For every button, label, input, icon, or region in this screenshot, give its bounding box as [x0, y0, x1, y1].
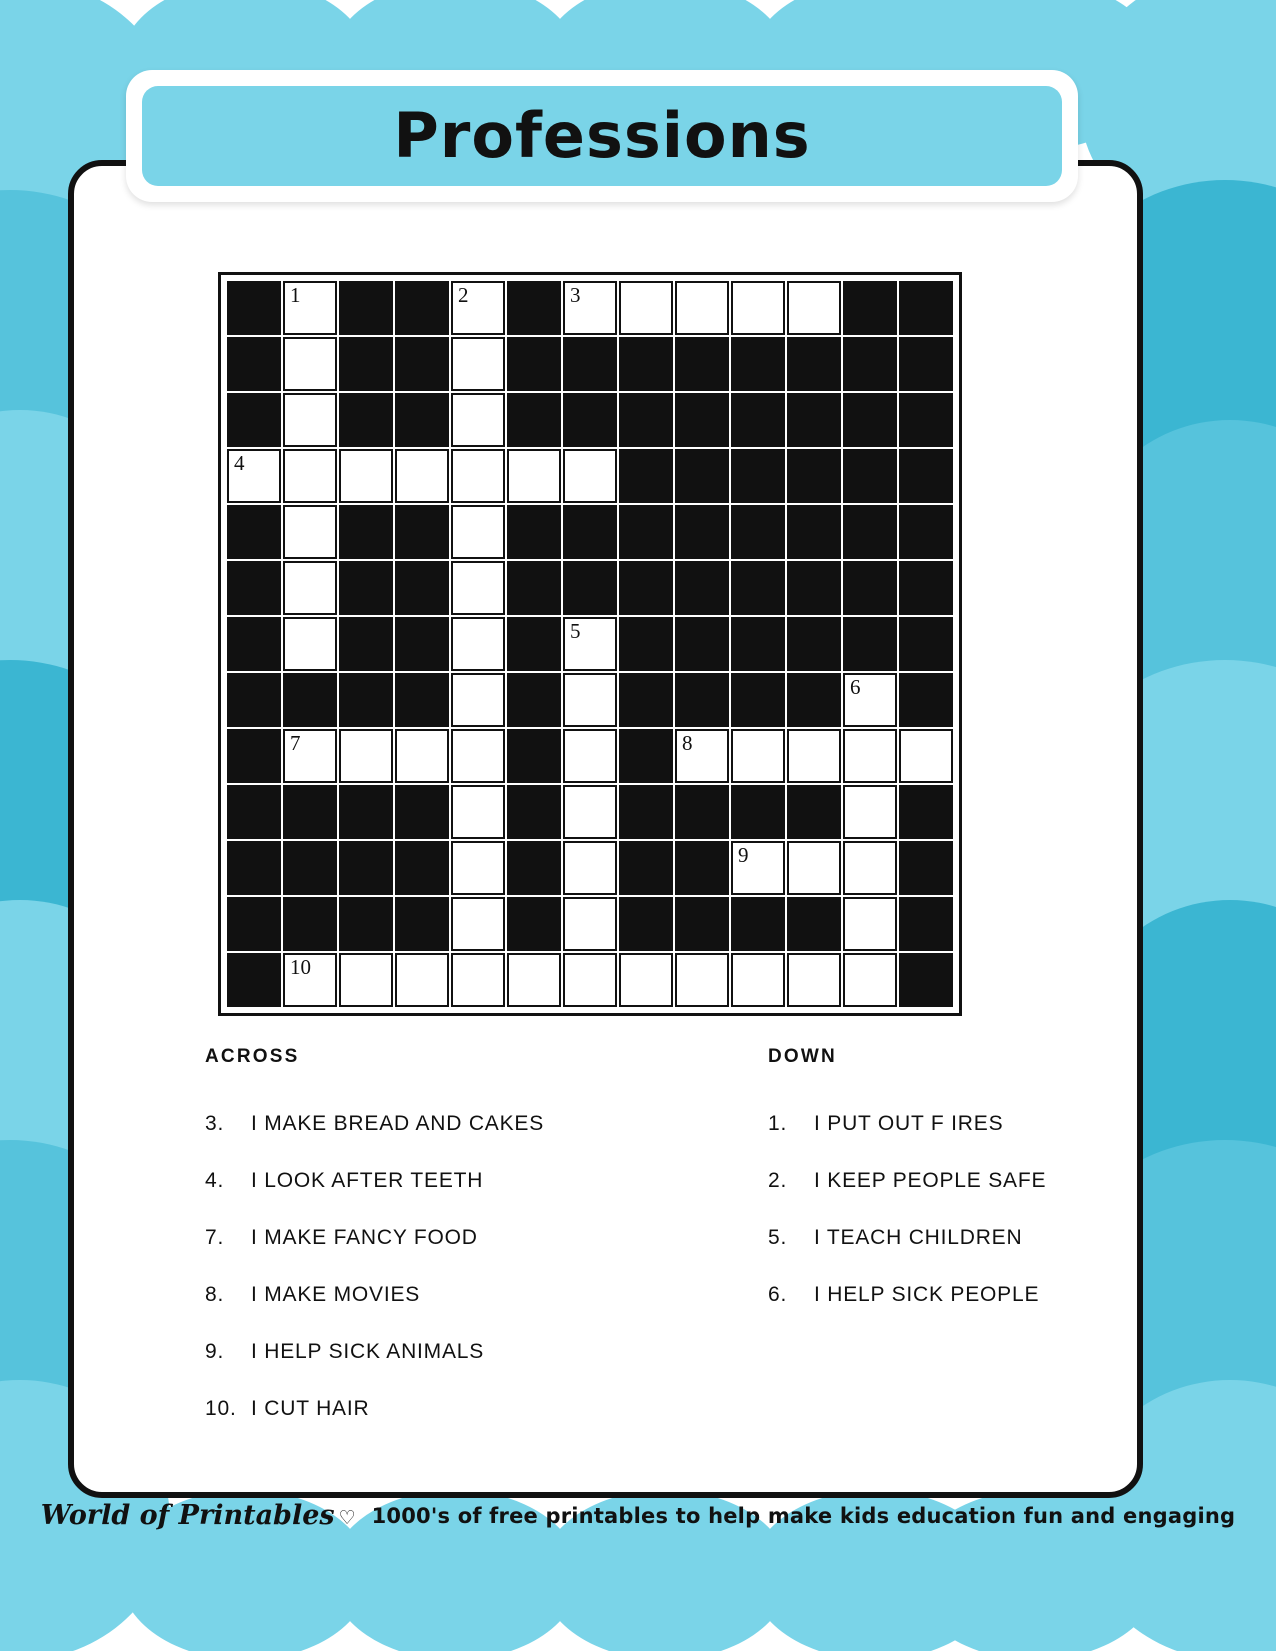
grid-cell-open[interactable] — [843, 897, 897, 951]
title-banner-inner — [142, 86, 1062, 186]
grid-cell-blocked — [731, 505, 785, 559]
grid-cell-open[interactable] — [843, 841, 897, 895]
clues-down-column — [768, 1046, 1068, 1340]
grid-cell-blocked — [507, 673, 561, 727]
grid-cell-blocked — [507, 561, 561, 615]
grid-cell-blocked — [227, 729, 281, 783]
grid-cell-blocked — [563, 505, 617, 559]
grid-cell-open[interactable] — [675, 281, 729, 335]
grid-cell-blocked — [507, 841, 561, 895]
grid-cell-blocked — [339, 281, 393, 335]
grid-cell-blocked — [395, 617, 449, 671]
grid-cell-open[interactable] — [283, 617, 337, 671]
clue-across-number: 7. — [205, 1226, 225, 1249]
grid-cell-blocked — [731, 673, 785, 727]
grid-cell-open[interactable] — [451, 393, 505, 447]
clue-down-item[interactable] — [768, 1169, 1068, 1193]
grid-cell-open[interactable] — [339, 449, 393, 503]
grid-cell-open[interactable] — [395, 729, 449, 783]
grid-cell-blocked — [227, 281, 281, 335]
footer-tagline: 1000's of free printables to help make kids education fun and engaging — [371, 1503, 1236, 1528]
grid-cell-blocked — [843, 337, 897, 391]
grid-cell-open[interactable] — [507, 953, 561, 1007]
grid-cell-open[interactable] — [395, 953, 449, 1007]
grid-cell-open[interactable] — [563, 953, 617, 1007]
grid-cell-blocked — [843, 617, 897, 671]
clue-across-number: 8. — [205, 1283, 225, 1306]
grid-cell-blocked — [731, 449, 785, 503]
grid-cell-blocked — [563, 337, 617, 391]
grid-cell-blocked — [675, 449, 729, 503]
grid-cell-blocked — [283, 785, 337, 839]
clue-across-text: I MAKE MOVIES — [251, 1283, 421, 1306]
grid-cell-open[interactable] — [731, 729, 785, 783]
grid-cell-open[interactable] — [283, 337, 337, 391]
grid-cell-blocked — [731, 393, 785, 447]
grid-cell-number: 10 — [290, 955, 311, 979]
grid-cell-number: 6 — [850, 675, 861, 699]
grid-cell-open[interactable] — [843, 785, 897, 839]
grid-cell-open[interactable] — [451, 897, 505, 951]
grid-cell-open[interactable] — [563, 673, 617, 727]
grid-cell-blocked — [619, 449, 673, 503]
grid-cell-blocked — [227, 841, 281, 895]
grid-cell-number: 4 — [234, 451, 245, 475]
clue-across-number: 10. — [205, 1397, 237, 1420]
grid-cell-open[interactable] — [283, 561, 337, 615]
clue-down-item[interactable] — [768, 1112, 1068, 1136]
grid-cell-blocked — [731, 785, 785, 839]
grid-cell-blocked — [339, 673, 393, 727]
grid-cell-open[interactable] — [843, 729, 897, 783]
grid-cell-blocked — [787, 393, 841, 447]
grid-cell-blocked — [395, 505, 449, 559]
grid-cell-open[interactable] — [451, 561, 505, 615]
grid-cell-blocked — [899, 953, 953, 1007]
grid-cell-blocked — [675, 337, 729, 391]
grid-cell-blocked — [619, 673, 673, 727]
grid-cell-open[interactable] — [563, 841, 617, 895]
grid-cell-open[interactable] — [283, 729, 337, 783]
grid-cell-blocked — [675, 617, 729, 671]
clue-across-item[interactable] — [205, 1169, 635, 1193]
grid-cell-blocked — [899, 449, 953, 503]
grid-cell-blocked — [227, 337, 281, 391]
clue-down-number: 6. — [768, 1283, 788, 1306]
clue-down-number: 1. — [768, 1112, 788, 1135]
clues-across-list — [205, 1112, 635, 1421]
clue-across-text: I MAKE FANCY FOOD — [251, 1226, 478, 1249]
heart-icon: ♡ — [338, 1507, 356, 1529]
grid-cell-blocked — [843, 281, 897, 335]
grid-cell-blocked — [787, 449, 841, 503]
grid-cell-blocked — [899, 393, 953, 447]
clue-down-text: I HELP SICK PEOPLE — [814, 1283, 1040, 1306]
grid-cell-blocked — [843, 393, 897, 447]
grid-cell-number: 7 — [290, 731, 301, 755]
grid-cell-blocked — [619, 897, 673, 951]
grid-cell-blocked — [675, 505, 729, 559]
grid-cell-open[interactable] — [339, 953, 393, 1007]
grid-cell-blocked — [283, 897, 337, 951]
grid-cell-blocked — [395, 281, 449, 335]
grid-cell-blocked — [675, 561, 729, 615]
grid-cell-blocked — [619, 785, 673, 839]
grid-cell-blocked — [731, 561, 785, 615]
grid-cell-open[interactable] — [731, 953, 785, 1007]
grid-cell-blocked — [395, 393, 449, 447]
grid-cell-blocked — [899, 561, 953, 615]
clue-down-text: I KEEP PEOPLE SAFE — [814, 1169, 1047, 1192]
grid-cell-number: 3 — [570, 283, 581, 307]
grid-cell-blocked — [843, 505, 897, 559]
grid-cell-open[interactable] — [787, 841, 841, 895]
grid-cell-blocked — [619, 617, 673, 671]
grid-cell-open[interactable] — [283, 953, 337, 1007]
grid-cell-blocked — [619, 561, 673, 615]
grid-cell-blocked — [395, 561, 449, 615]
crossword-grid[interactable] — [227, 281, 953, 1007]
clue-across-number: 4. — [205, 1169, 225, 1192]
grid-cell-open[interactable] — [283, 505, 337, 559]
grid-cell-blocked — [227, 505, 281, 559]
clue-down-number: 2. — [768, 1169, 788, 1192]
grid-cell-open[interactable] — [731, 281, 785, 335]
grid-cell-blocked — [227, 393, 281, 447]
grid-cell-blocked — [675, 673, 729, 727]
grid-cell-blocked — [339, 561, 393, 615]
grid-cell-blocked — [227, 897, 281, 951]
grid-cell-blocked — [507, 393, 561, 447]
clue-across-item[interactable] — [205, 1283, 635, 1307]
grid-cell-open[interactable] — [451, 617, 505, 671]
grid-cell-open[interactable] — [563, 617, 617, 671]
grid-cell-blocked — [339, 617, 393, 671]
grid-cell-open[interactable] — [563, 785, 617, 839]
grid-cell-blocked — [787, 561, 841, 615]
grid-cell-blocked — [507, 337, 561, 391]
grid-cell-open[interactable] — [451, 505, 505, 559]
grid-cell-blocked — [787, 785, 841, 839]
clue-across-item[interactable] — [205, 1112, 635, 1136]
grid-cell-blocked — [507, 729, 561, 783]
clue-down-text: I PUT OUT F IRES — [814, 1112, 1004, 1135]
grid-cell-open[interactable] — [395, 449, 449, 503]
grid-cell-blocked — [227, 617, 281, 671]
grid-cell-blocked — [507, 505, 561, 559]
grid-cell-open[interactable] — [563, 281, 617, 335]
grid-cell-blocked — [395, 841, 449, 895]
grid-cell-blocked — [843, 449, 897, 503]
grid-cell-number: 2 — [458, 283, 469, 307]
grid-cell-number: 1 — [290, 283, 301, 307]
grid-cell-open[interactable] — [899, 729, 953, 783]
grid-cell-blocked — [899, 673, 953, 727]
grid-cell-open[interactable] — [451, 281, 505, 335]
grid-cell-blocked — [339, 505, 393, 559]
grid-cell-open[interactable] — [339, 729, 393, 783]
clue-down-text: I TEACH CHILDREN — [814, 1226, 1023, 1249]
grid-cell-blocked — [675, 897, 729, 951]
grid-cell-blocked — [619, 729, 673, 783]
grid-cell-blocked — [339, 393, 393, 447]
grid-cell-blocked — [563, 561, 617, 615]
grid-cell-blocked — [899, 281, 953, 335]
grid-cell-number: 8 — [682, 731, 693, 755]
clue-across-item[interactable] — [205, 1340, 635, 1364]
grid-cell-blocked — [787, 673, 841, 727]
grid-cell-blocked — [899, 505, 953, 559]
clues-down-heading: DOWN — [768, 1046, 837, 1067]
grid-cell-open[interactable] — [563, 897, 617, 951]
page-footer — [0, 1500, 1276, 1531]
grid-cell-open[interactable] — [787, 729, 841, 783]
grid-cell-number: 5 — [570, 619, 581, 643]
grid-cell-blocked — [675, 393, 729, 447]
grid-cell-open[interactable] — [451, 953, 505, 1007]
clue-down-item[interactable] — [768, 1283, 1068, 1307]
grid-cell-open[interactable] — [731, 841, 785, 895]
grid-cell-open[interactable] — [283, 449, 337, 503]
grid-cell-open[interactable] — [619, 953, 673, 1007]
clue-across-item[interactable] — [205, 1226, 635, 1250]
grid-cell-blocked — [731, 337, 785, 391]
grid-cell-blocked — [675, 785, 729, 839]
grid-cell-blocked — [507, 617, 561, 671]
grid-cell-open[interactable] — [843, 673, 897, 727]
clue-down-number: 5. — [768, 1226, 788, 1249]
grid-cell-open[interactable] — [451, 729, 505, 783]
grid-cell-blocked — [339, 785, 393, 839]
grid-cell-blocked — [507, 897, 561, 951]
grid-cell-blocked — [899, 841, 953, 895]
grid-cell-blocked — [619, 841, 673, 895]
grid-cell-open[interactable] — [283, 281, 337, 335]
grid-cell-blocked — [899, 785, 953, 839]
grid-cell-blocked — [507, 281, 561, 335]
grid-cell-blocked — [899, 897, 953, 951]
clues-down-list — [768, 1112, 1068, 1307]
grid-cell-open[interactable] — [675, 729, 729, 783]
grid-cell-blocked — [899, 617, 953, 671]
page-title: Professions — [393, 99, 811, 172]
clues-across-column — [205, 1046, 635, 1454]
grid-cell-blocked — [227, 953, 281, 1007]
clue-across-item[interactable] — [205, 1397, 635, 1421]
grid-cell-blocked — [507, 785, 561, 839]
clues-across-heading: ACROSS — [205, 1046, 300, 1067]
grid-cell-blocked — [283, 841, 337, 895]
grid-cell-blocked — [843, 561, 897, 615]
grid-cell-blocked — [339, 841, 393, 895]
title-banner — [126, 70, 1078, 202]
grid-cell-open[interactable] — [451, 841, 505, 895]
grid-cell-blocked — [563, 393, 617, 447]
grid-cell-blocked — [227, 673, 281, 727]
grid-cell-blocked — [899, 337, 953, 391]
brand-name — [41, 1500, 356, 1531]
clue-across-text: I LOOK AFTER TEETH — [251, 1169, 484, 1192]
grid-cell-blocked — [339, 337, 393, 391]
grid-cell-blocked — [339, 897, 393, 951]
clue-across-number: 3. — [205, 1112, 225, 1135]
grid-cell-open[interactable] — [675, 953, 729, 1007]
crossword-grid-frame — [218, 272, 962, 1016]
grid-cell-blocked — [787, 505, 841, 559]
grid-cell-blocked — [619, 505, 673, 559]
grid-cell-blocked — [395, 897, 449, 951]
grid-cell-open[interactable] — [507, 449, 561, 503]
grid-cell-number: 9 — [738, 843, 749, 867]
grid-cell-blocked — [283, 673, 337, 727]
grid-cell-blocked — [395, 337, 449, 391]
grid-cell-open[interactable] — [563, 449, 617, 503]
grid-cell-blocked — [227, 561, 281, 615]
grid-cell-blocked — [395, 785, 449, 839]
grid-cell-open[interactable] — [787, 953, 841, 1007]
grid-cell-open[interactable] — [787, 281, 841, 335]
clue-across-text: I CUT HAIR — [251, 1397, 370, 1420]
brand-label: World of Printables — [40, 1500, 335, 1531]
grid-cell-blocked — [227, 785, 281, 839]
grid-cell-blocked — [787, 617, 841, 671]
clue-across-text: I MAKE BREAD AND CAKES — [251, 1112, 545, 1135]
grid-cell-blocked — [395, 673, 449, 727]
clue-down-item[interactable] — [768, 1226, 1068, 1250]
grid-cell-blocked — [787, 897, 841, 951]
grid-cell-open[interactable] — [619, 281, 673, 335]
grid-cell-blocked — [787, 337, 841, 391]
grid-cell-blocked — [731, 617, 785, 671]
grid-cell-open[interactable] — [451, 673, 505, 727]
grid-cell-blocked — [731, 897, 785, 951]
grid-cell-blocked — [619, 393, 673, 447]
grid-cell-blocked — [619, 337, 673, 391]
grid-cell-open[interactable] — [563, 729, 617, 783]
clue-across-number: 9. — [205, 1340, 225, 1363]
grid-cell-open[interactable] — [451, 449, 505, 503]
grid-cell-open[interactable] — [283, 393, 337, 447]
clue-across-text: I HELP SICK ANIMALS — [251, 1340, 485, 1363]
grid-cell-open[interactable] — [227, 449, 281, 503]
grid-cell-open[interactable] — [451, 337, 505, 391]
grid-cell-blocked — [675, 841, 729, 895]
grid-cell-open[interactable] — [843, 953, 897, 1007]
grid-cell-open[interactable] — [451, 785, 505, 839]
